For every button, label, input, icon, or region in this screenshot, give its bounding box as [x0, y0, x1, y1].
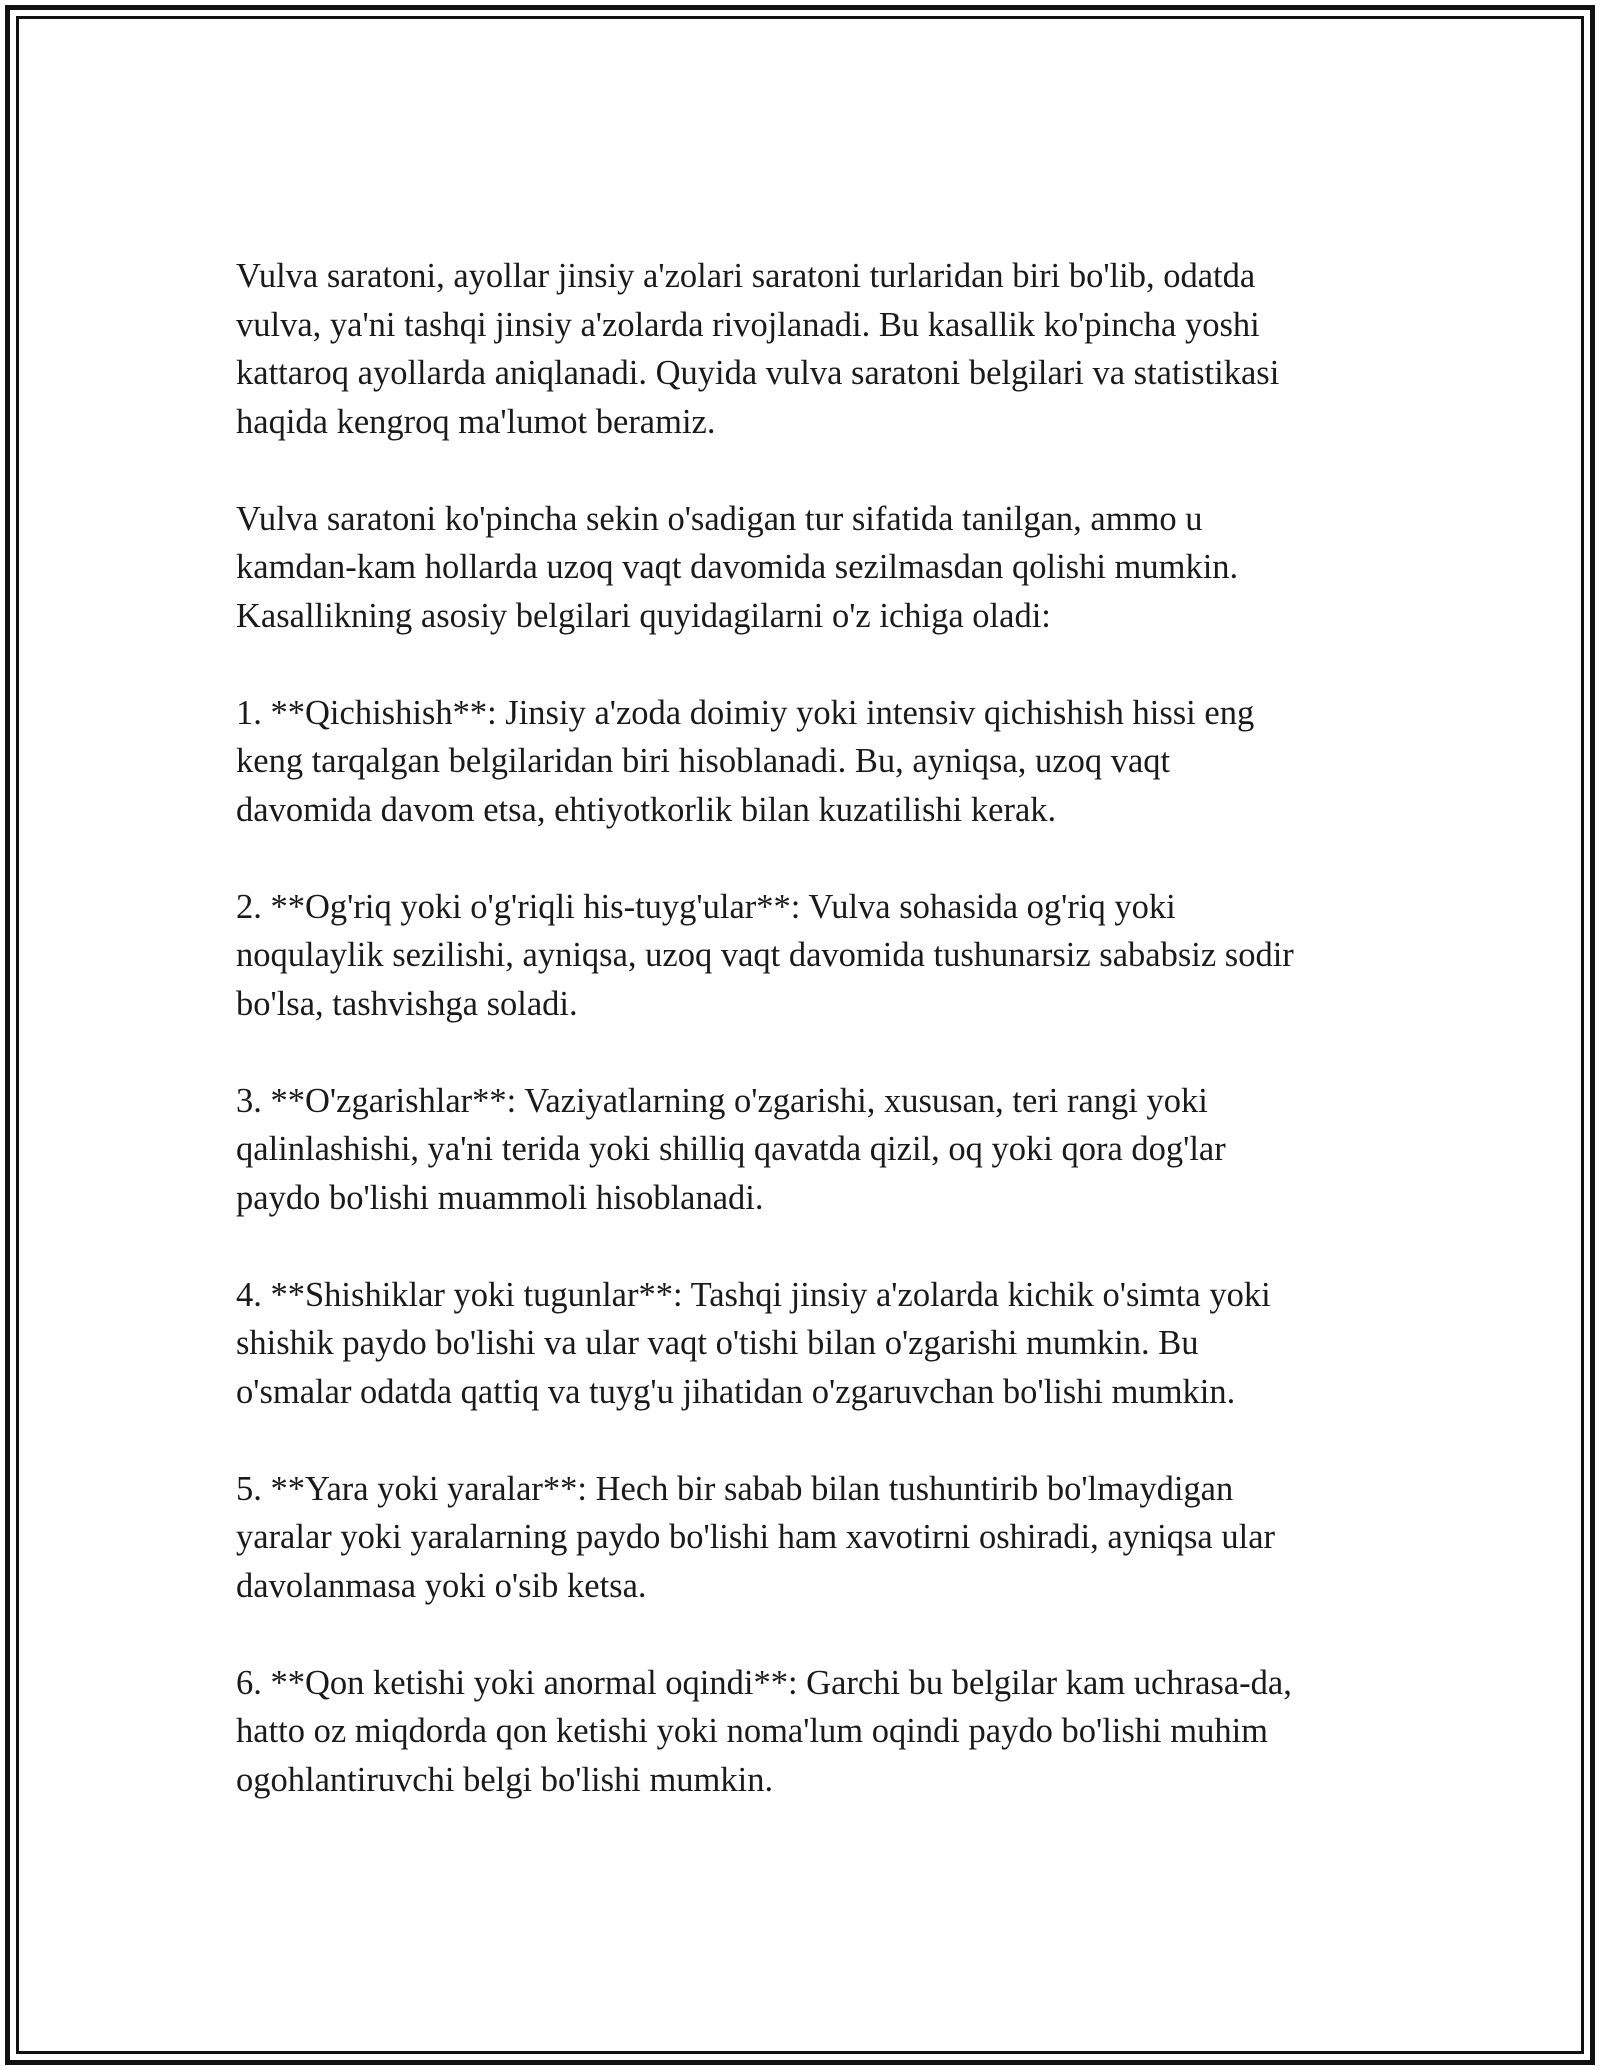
list-item-pain: 2. **Og'riq yoki o'g'riqli his-tuyg'ular**: Vulva sohasida og'riq yoki noqulaylik sezilishi, ayniqsa, uzoq vaqt davomida tushunarsiz sababsiz sodir bo'lsa, tashvishga soladi.	[236, 887, 1294, 1023]
intro-paragraph: Vulva saratoni, ayollar jinsiy a'zolari saratoni turlaridan biri bo'lib, odatda vulva, ya'ni tashqi jinsiy a'zolarda rivojlanadi. Bu kasallik ko'pincha yoshi kattaroq ayollarda aniqlanadi. Quyida vulva saratoni belgilari va statistikasi haqida kengroq ma'lumot beramiz.	[236, 257, 1280, 441]
symptoms-intro-paragraph: Vulva saratoni ko'pincha sekin o'sadigan tur sifatida tanilgan, ammo u kamdan-kam hollarda uzoq vaqt davomida sezilmasdan qolishi mumkin. Kasallikning asosiy belgilari quyidagilarni o'z ichiga oladi:	[236, 499, 1239, 635]
list-item-sores: 5. **Yara yoki yaralar**: Hech bir sabab bilan tushuntirib bo'lmaydigan yaralar yoki yaralarning paydo bo'lishi ham xavotirni oshiradi, ayniqsa ular davolanmasa yoki o'sib ketsa.	[236, 1469, 1276, 1605]
document-body	[236, 252, 1366, 1804]
list-item-lumps: 4. **Shishiklar yoki tugunlar**: Tashqi jinsiy a'zolarda kichik o'simta yoki shishik paydo bo'lishi va ular vaqt o'tishi bilan o'zgarishi mumkin. Bu o'smalar odatda qattiq va tuyg'u jihatidan o'zgaruvchan bo'lishi mumkin.	[236, 1275, 1271, 1411]
list-item-bleeding: 6. **Qon ketishi yoki anormal oqindi**: Garchi bu belgilar kam uchrasa-da, hatto oz miqdorda qon ketishi yoki noma'lum oqindi paydo bo'lishi muhim ogohlantiruvchi belgi bo'lishi mumkin.	[236, 1663, 1292, 1799]
list-item-changes: 3. **O'zgarishlar**: Vaziyatlarning o'zgarishi, xususan, teri rangi yoki qalinlashishi, ya'ni terida yoki shilliq qavatda qizil, oq yoki qora dog'lar paydo bo'lishi muammoli hisoblanadi.	[236, 1081, 1226, 1217]
list-item-itching: 1. **Qichishish**: Jinsiy a'zoda doimiy yoki intensiv qichishish hissi eng keng tarqalgan belgilaridan biri hisoblanadi. Bu, ayniqsa, uzoq vaqt davomida davom etsa, ehtiyotkorlik bilan kuzatilishi kerak.	[236, 693, 1255, 829]
